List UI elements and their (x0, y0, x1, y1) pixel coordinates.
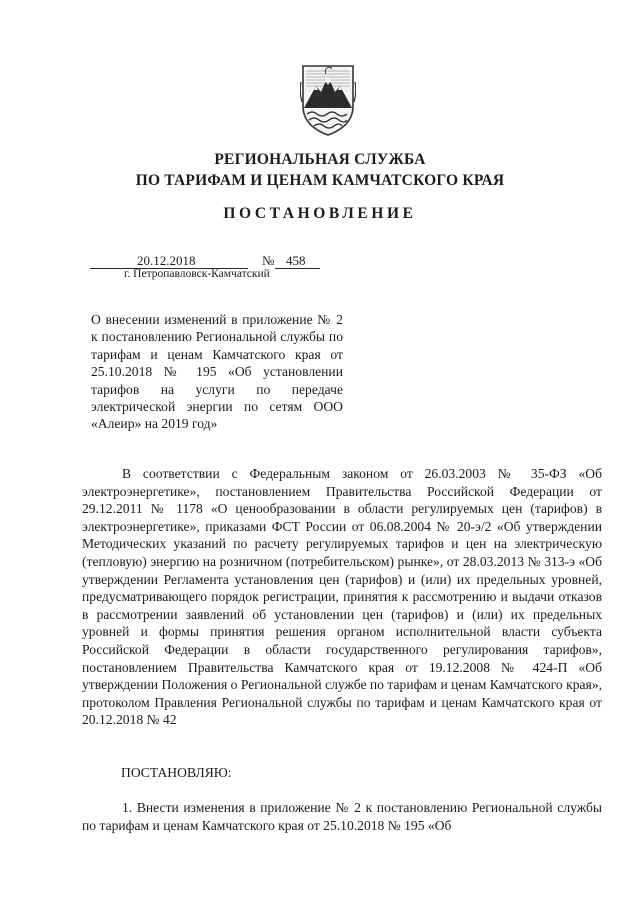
organization-name-line1: РЕГИОНАЛЬНАЯ СЛУЖБА (214, 151, 426, 168)
coat-of-arms-icon (300, 62, 356, 138)
number-sign: № (262, 253, 275, 268)
preamble-paragraph: В соответствии с Федеральным законом от 26.03.2003 № 35-ФЗ «Об электроэнергетике», постановлением Правительства Российской Федерации от 29.12.2011 № 1178 «О ценообразовании в области регулируемых цен (тарифов) в электроэнергетике», приказами ФСТ России от 06.08.2004 № 20-э/2 «Об утверждении Методических указаний по расчету регулируемых тарифов и цен на электрическую (тепловую) энергию на розничном (потребительском) рынке», от 28.03.2013 № 313-э «Об утверждении Регламента установления цен (тарифов) и (или) их предельных уровней, предусматривающего порядок регистрации, принятия к рассмотрению и выдачи отказов в рассмотрении заявлений об установлении цен (тарифов) и (или) их предельных уровней и формы принятия решения органом исполнительной власти субъекта Российской Федерации в области государственного регулирования тарифов», постановлением Правительства Камчатского края от 19.12.2008 № 424-П «Об утверждении Положения о Региональной службе по тарифам и ценам Камчатского края», протоколом Правления Региональной службы по тарифам и ценам Камчатского края от 20.12.2018 № 42 (82, 466, 602, 728)
resolve-heading: ПОСТАНОВЛЯЮ: (121, 765, 232, 780)
document-city: г. Петропавловск-Камчатский (124, 268, 270, 280)
document-number: 458 (286, 253, 306, 268)
clause-1-paragraph: 1. Внести изменения в приложение № 2 к постановлению Региональной службы по тарифам и ценам Камчатского края от 25.10.2018 № 195 «Об (82, 800, 602, 833)
document-type-title: ПОСТАНОВЛЕНИЕ (223, 205, 417, 222)
organization-name-line2: ПО ТАРИФАМ И ЦЕНАМ КАМЧАТСКОГО КРАЯ (135, 172, 505, 189)
document-date: 20.12.2018 (137, 253, 196, 268)
number-underline (275, 268, 320, 269)
document-subject: О внесении изменений в приложение № 2 к постановлению Региональной службы по тарифам и ценам Камчатского края от 25.10.2018 № 195 «Об установлении тарифов на услуги по передаче электрической энергии по сетям ООО «Алеир» на 2019 год» (91, 312, 343, 432)
